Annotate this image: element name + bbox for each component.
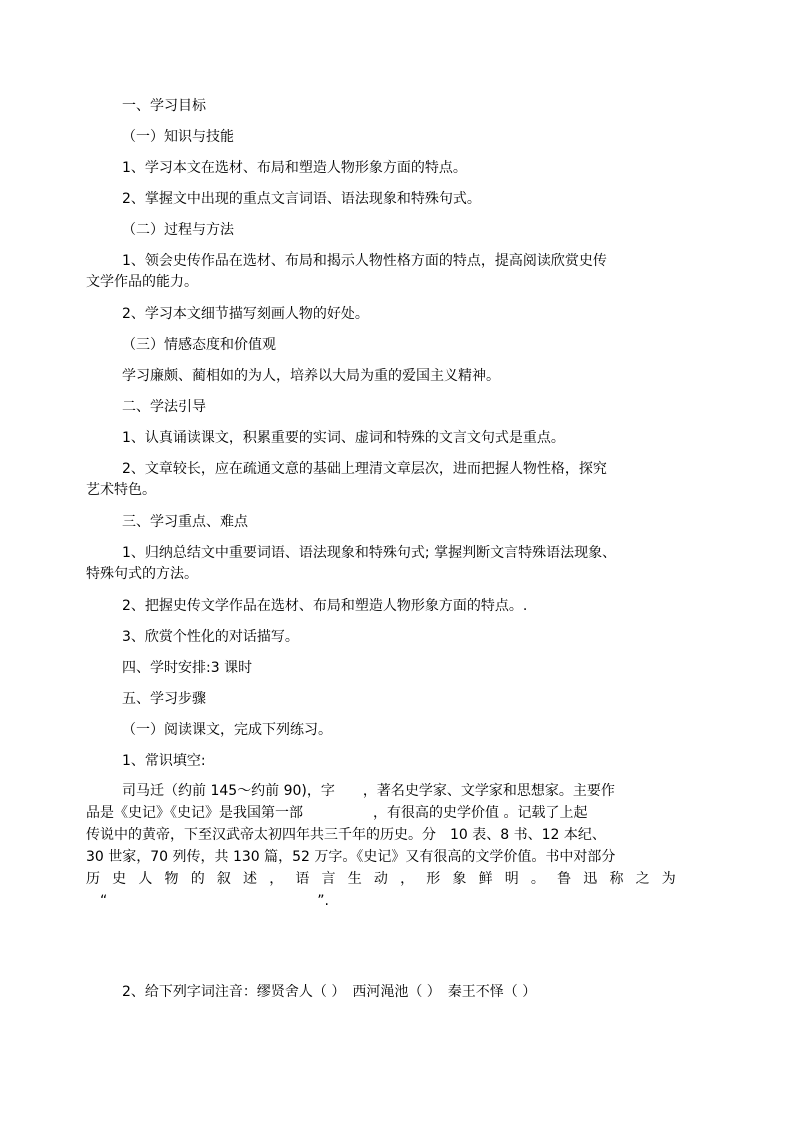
section-heading-method-guide: 二、学法引导 [122, 399, 206, 415]
subheading-attitude-values: （三）情感态度和价值观 [122, 337, 276, 353]
subheading-knowledge-skills: （一）知识与技能 [122, 129, 234, 145]
method-item-2-line1: 2、文章较长，应在疏通文意的基础上理清文章层次，进而把握人物性格，探究 [122, 461, 607, 477]
section-heading-objectives: 一、学习目标 [122, 98, 206, 114]
process-item-2: 2、学习本文细节描写刻画人物的好处。 [122, 306, 369, 322]
fill-blank-line-3: 传说中的黄帝，下至汉武帝太初四年共三千年的历史。分 10 表、8 书、12 本纪、 [86, 827, 606, 843]
justified-char: 称 [609, 871, 624, 887]
objective-item-2: 2、掌握文中出现的重点文言词语、语法现象和特殊句式。 [122, 191, 481, 207]
key-point-3: 3、欣赏个性化的对话描写。 [122, 629, 299, 645]
justified-char: 象 [452, 871, 467, 887]
method-item-2-line2: 艺术特色。 [86, 482, 156, 498]
process-item-1-line2: 文学作品的能力。 [86, 274, 198, 290]
justified-char: 的 [190, 871, 205, 887]
fill-blank-line-5 [86, 869, 676, 889]
section-heading-steps: 五、学习步骤 [122, 691, 206, 707]
subheading-reading: （一）阅读课文，完成下列练习。 [122, 722, 332, 738]
justified-char: 明 [504, 871, 519, 887]
justified-char: 历 [86, 871, 100, 887]
process-item-1-line1: 1、领会史传作品在选材、布局和揭示人物性格方面的特点，提高阅读欣赏史传 [122, 253, 607, 269]
fill-blank-line-4: 30 世家，70 列传，共 130 篇，52 万字。《史记》又有很高的文学价值。书中对部分 [86, 849, 616, 865]
justified-char: 语 [295, 871, 310, 887]
fill-blank-line-1: 司马迁（约前 145～约前 90)，字 ，著名史学家、文学家和思想家。主要作 [122, 783, 615, 799]
justified-char: 叙 [216, 871, 231, 887]
justified-char: 物 [164, 871, 179, 887]
section-heading-key-points: 三、学习重点、难点 [122, 514, 248, 530]
justified-char: 之 [635, 871, 650, 887]
fill-blank-line-2: 品是《史记》《史记》是我国第一部 ，有很高的史学价值 。记载了上起 [86, 805, 588, 821]
justified-char: 为 [661, 871, 676, 887]
justified-char: 言 [321, 871, 336, 887]
key-point-1-line1: 1、归纳总结文中重要词语、语法现象和特殊句式; 掌握判断文言特殊语法现象、 [122, 545, 617, 561]
justified-char: ， [269, 871, 284, 887]
justified-char: 史 [112, 871, 127, 887]
fill-blank-line-6: “ ”. [100, 893, 329, 909]
justified-char: 迅 [583, 871, 598, 887]
justified-char: 动 [373, 871, 388, 887]
justified-char: 形 [426, 871, 441, 887]
justified-char: 鲜 [478, 871, 493, 887]
subheading-process-method: （二）过程与方法 [122, 222, 234, 238]
question-2-pinyin: 2、给下列字词注音：缪贤舍人（ ） 西河渑池（ ） 秦王不怿（ ） [122, 984, 537, 1000]
question-1-title: 1、常识填空: [122, 753, 206, 769]
attitude-item: 学习廉颇、蔺相如的为人，培养以大局为重的爱国主义精神。 [122, 368, 500, 384]
objective-item-1: 1、学习本文在选材、布局和塑造人物形象方面的特点。 [122, 160, 467, 176]
justified-char: 。 [530, 871, 545, 887]
key-point-2: 2、把握史传文学作品在选材、布局和塑造人物形象方面的特点。. [122, 598, 528, 614]
justified-char: 述 [243, 871, 258, 887]
justified-char: 生 [347, 871, 362, 887]
justified-char: 人 [138, 871, 153, 887]
method-item-1: 1、认真诵读课文，积累重要的实词、虚词和特殊的文言文句式是重点。 [122, 430, 565, 446]
justified-char: 鲁 [557, 871, 572, 887]
key-point-1-line2: 特殊句式的方法。 [86, 566, 198, 582]
justified-char: ， [400, 871, 415, 887]
section-heading-schedule: 四、学时安排:3 课时 [122, 660, 253, 676]
